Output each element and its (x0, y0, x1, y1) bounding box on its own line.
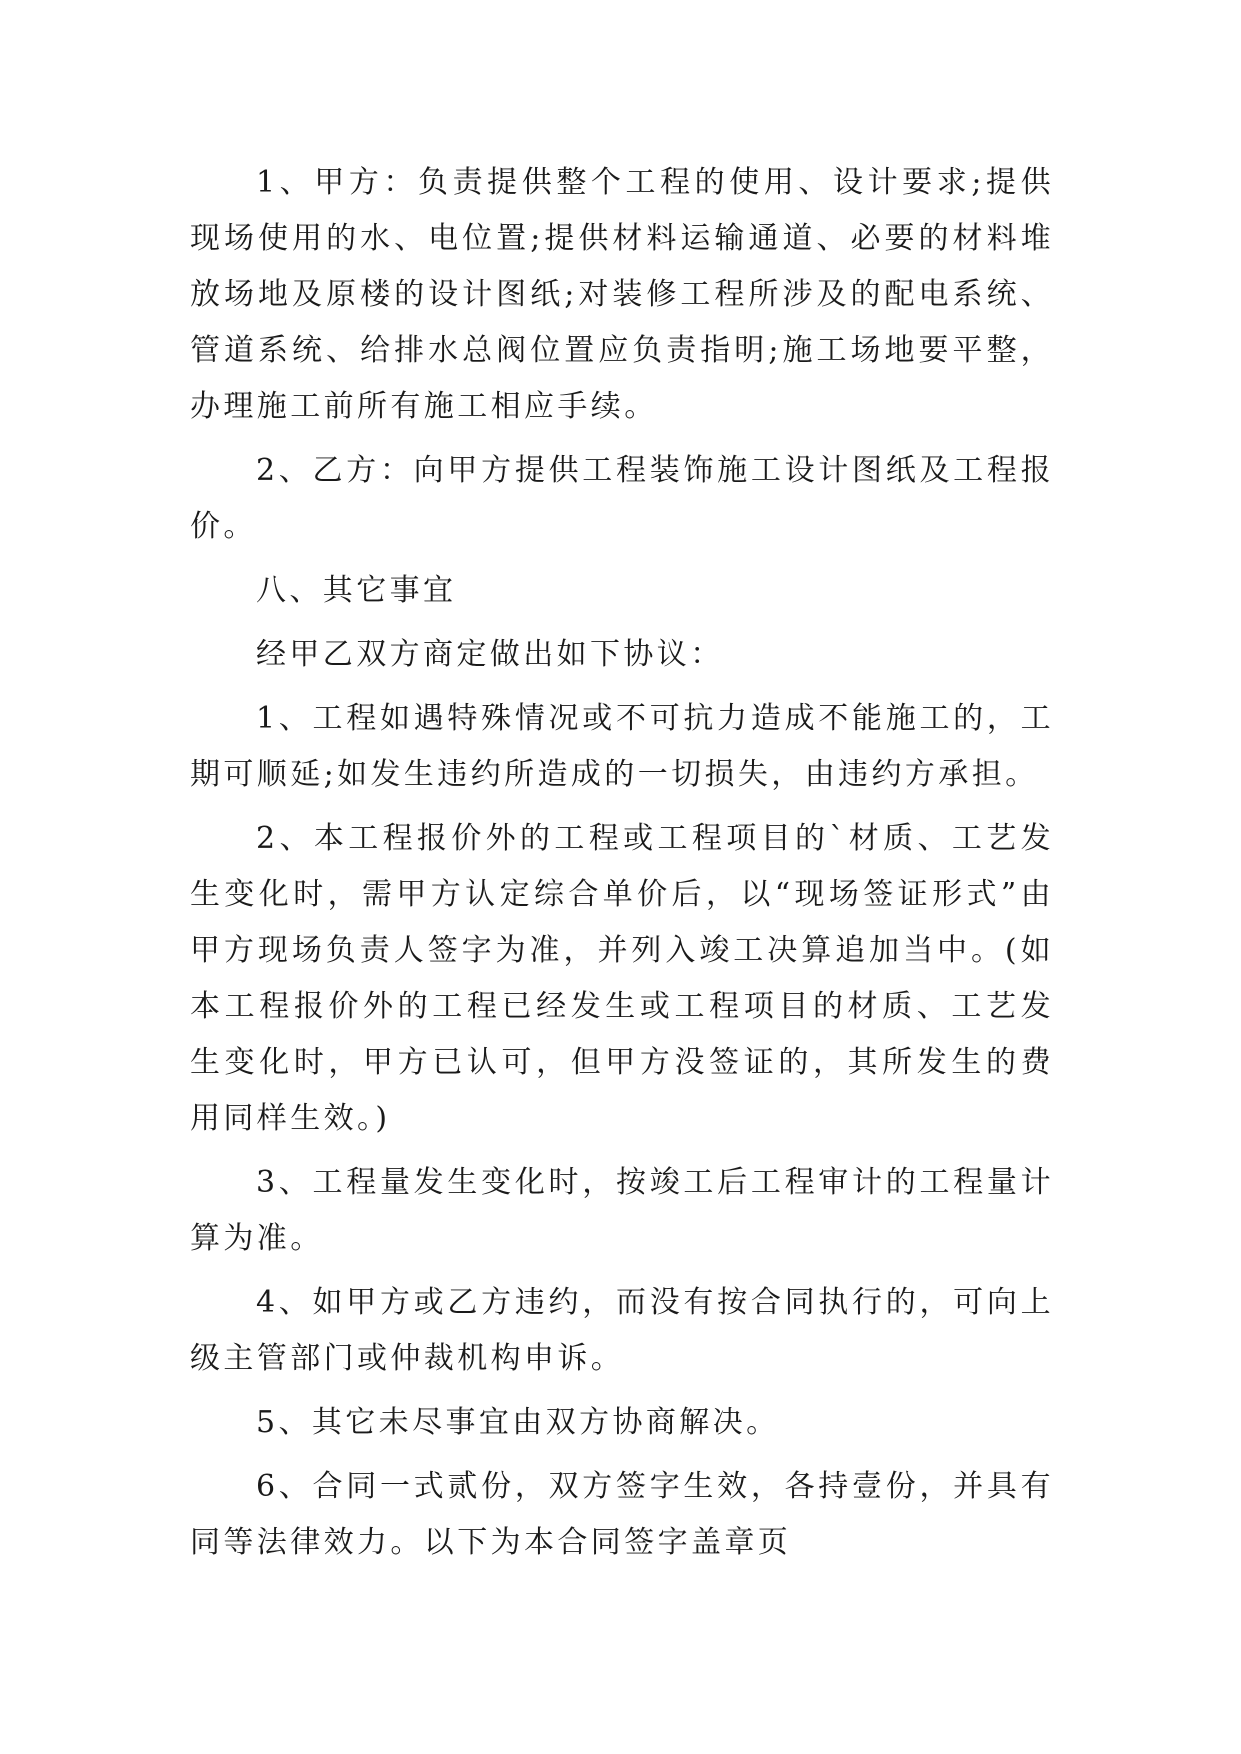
clause-1: 1、工程如遇特殊情况或不可抗力造成不能施工的，工期可顺延;如发生违约所造成的一切损失，由违约方承担。 (190, 701, 1054, 792)
clause-2: 2、本工程报价外的工程或工程项目的`材质、工艺发生变化时，需甲方认定综合单价后，以“现场签证形式”由甲方现场负责人签字为准，并列入竣工决算追加当中。(如本工程报价外的工程已经发生或工程项目的材质、工艺发生变化时，甲方已认可，但甲方没签证的，其所发生的费用同样生效。) (190, 821, 1054, 1136)
clause-5: 5、其它未尽事宜由双方协商解决。 (256, 1405, 780, 1440)
party-a-duties: 1、甲方：负责提供整个工程的使用、设计要求;提供现场使用的水、电位置;提供材料运输通道、必要的材料堆放场地及原楼的设计图纸;对装修工程所涉及的配电系统、管道系统、给排水总阀位置应负责指明;施工场地要平整，办理施工前所有施工相应手续。 (190, 165, 1054, 424)
document-body (190, 155, 1054, 1579)
clause-6: 6、合同一式贰份，双方签字生效，各持壹份，并具有同等法律效力。以下为本合同签字盖章页 (190, 1469, 1054, 1560)
agreement-intro: 经甲乙双方商定做出如下协议： (256, 637, 724, 672)
party-b-duties: 2、乙方：向甲方提供工程装饰施工设计图纸及工程报价。 (190, 453, 1054, 544)
section-heading-other-matters: 八、其它事宜 (256, 573, 457, 608)
clause-3: 3、工程量发生变化时，按竣工后工程审计的工程量计算为准。 (190, 1165, 1054, 1256)
clause-4: 4、如甲方或乙方违约，而没有按合同执行的，可向上级主管部门或仲裁机构申诉。 (190, 1285, 1054, 1376)
